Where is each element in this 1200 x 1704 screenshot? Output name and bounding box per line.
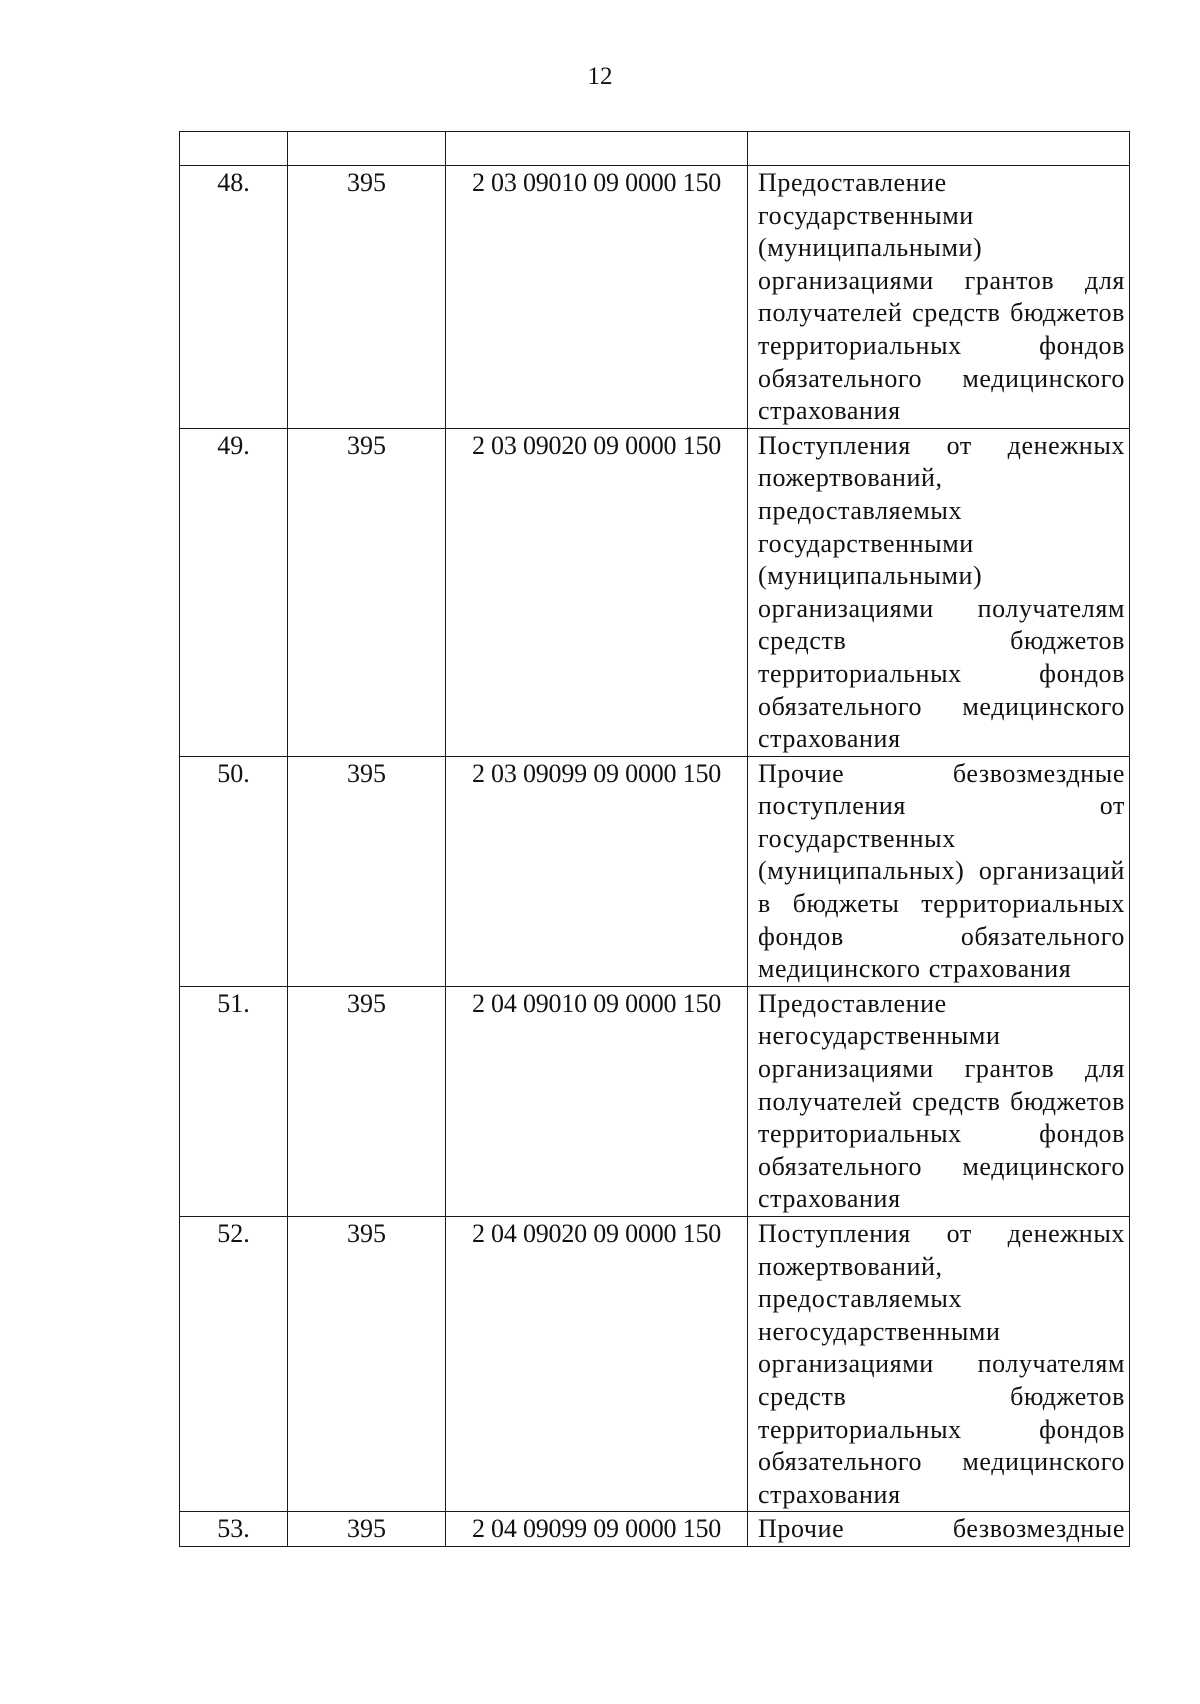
table-row <box>180 1217 1130 1512</box>
page-number: 12 <box>587 63 613 90</box>
description-text: Прочие безвозмездные поступления от государственных (муниципальных) организаций в бюджеты территориальных фондов обязательного медицинского страхования <box>758 758 1125 984</box>
description-cell <box>748 756 1130 986</box>
description-text: Предоставление государственными (муниципальными) организациями грантов для получателей средств бюджетов территориальных фондов обязательного медицинского страхования <box>758 168 1125 426</box>
admin-code: 395 <box>288 986 446 1216</box>
table-row <box>180 428 1130 756</box>
table-row <box>180 986 1130 1216</box>
table-row <box>180 1512 1130 1547</box>
admin-code: 395 <box>288 1512 446 1547</box>
description-text: Предоставление негосударственными организациями грантов для получателей средств бюджетов территориальных фондов обязательного медицинского страхования <box>758 988 1125 1214</box>
table-row <box>180 166 1130 429</box>
header-cell-code <box>446 132 748 166</box>
revenue-codes-table-container <box>179 131 1129 1547</box>
header-cell-description <box>748 132 1130 166</box>
table-row <box>180 756 1130 986</box>
row-number: 51. <box>180 986 288 1216</box>
admin-code: 395 <box>288 166 446 429</box>
revenue-codes-table <box>179 131 1130 1547</box>
description-cell <box>748 428 1130 756</box>
budget-code: 2 03 09099 09 0000 150 <box>446 756 748 986</box>
header-cell-num <box>180 132 288 166</box>
header-cell-admin <box>288 132 446 166</box>
budget-code: 2 04 09099 09 0000 150 <box>446 1512 748 1547</box>
admin-code: 395 <box>288 428 446 756</box>
description-text: Прочие безвозмездные <box>758 1514 1125 1544</box>
description-cell <box>748 166 1130 429</box>
admin-code: 395 <box>288 1217 446 1512</box>
row-number: 50. <box>180 756 288 986</box>
row-number: 48. <box>180 166 288 429</box>
description-cell <box>748 1217 1130 1512</box>
description-cell <box>748 986 1130 1216</box>
budget-code: 2 03 09010 09 0000 150 <box>446 166 748 429</box>
table-header-row <box>180 132 1130 166</box>
row-number: 49. <box>180 428 288 756</box>
budget-code: 2 03 09020 09 0000 150 <box>446 428 748 756</box>
description-cell <box>748 1512 1130 1547</box>
budget-code: 2 04 09020 09 0000 150 <box>446 1217 748 1512</box>
description-text: Поступления от денежных пожертвований, предоставляемых негосударственными организациями получателям средств бюджетов территориальных фондов обязательного медицинского страхования <box>758 1219 1125 1509</box>
row-number: 52. <box>180 1217 288 1512</box>
budget-code: 2 04 09010 09 0000 150 <box>446 986 748 1216</box>
description-text: Поступления от денежных пожертвований, предоставляемых государственными (муниципальными) организациями получателям средств бюджетов территориальных фондов обязательного медицинского страхования <box>758 430 1125 754</box>
admin-code: 395 <box>288 756 446 986</box>
row-number: 53. <box>180 1512 288 1547</box>
